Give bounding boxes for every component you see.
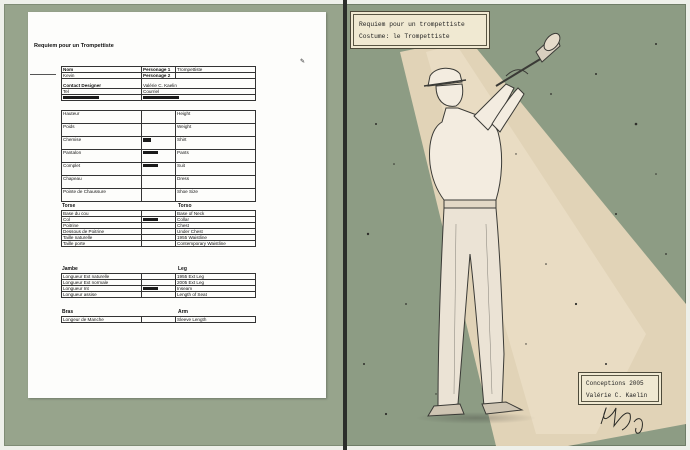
table-row <box>62 189 256 202</box>
table-cell <box>142 95 256 101</box>
sheet-title: Requiem pour un Trompettiste <box>34 43 114 49</box>
table-cell: Collar <box>176 217 256 223</box>
table-cell: Kevin <box>62 73 142 79</box>
table-cell: Valérie C. Kaelin <box>142 79 256 89</box>
table-cell <box>142 317 176 323</box>
table-cell: Dress <box>176 176 256 189</box>
table-row <box>62 176 256 189</box>
table-cell: Shoe Size <box>176 189 256 202</box>
table-cell: Longueur assise <box>62 292 142 298</box>
table-cell: Personage 2 <box>142 73 176 79</box>
edge-mark <box>30 74 56 75</box>
redacted-value <box>143 218 158 221</box>
table-cell: Taille naturelle <box>62 235 142 241</box>
table-cell: Pantalon <box>62 150 142 163</box>
table-cell: 2005 Ext Leg <box>176 280 256 286</box>
table-cell: Tel <box>62 89 142 95</box>
table-cell: Courriel <box>142 89 256 95</box>
table-cell <box>142 111 176 124</box>
table-cell: Shirt <box>176 137 256 150</box>
redacted-email <box>143 96 179 99</box>
table-cell: Height <box>176 111 256 124</box>
costume-subtitle: Costume: le Trompettiste <box>359 33 450 40</box>
table-cell <box>142 189 176 202</box>
title-card <box>350 11 490 49</box>
table-row <box>62 111 256 124</box>
table-cell <box>142 163 176 176</box>
table-cell: Length of Seat <box>176 292 256 298</box>
table-row <box>62 137 256 150</box>
table-cell: 1955 Ext Leg <box>176 274 256 280</box>
table-cell: Weight <box>176 124 256 137</box>
floor-shadow <box>416 412 536 424</box>
table-cell: Personage 1 <box>142 67 176 73</box>
table-cell: Poitrine <box>62 223 142 229</box>
table-cell: Inseam <box>176 286 256 292</box>
redacted-value <box>143 151 158 154</box>
table-cell <box>142 124 176 137</box>
table-cell: Trompettiste <box>176 67 256 73</box>
arm-header-en: Arm <box>178 309 189 315</box>
table-cell: Base du cou <box>62 211 142 217</box>
table-cell: Longeur de Manche <box>62 317 142 323</box>
table-row <box>62 163 256 176</box>
costume-title: Requiem pour un trompettiste <box>359 21 465 28</box>
table-cell: Base of Neck <box>176 211 256 217</box>
table-cell: Nom <box>62 67 142 73</box>
torso-table <box>61 210 256 247</box>
table-cell: Longueur Ext naturelle <box>62 274 142 280</box>
table-cell <box>142 176 176 189</box>
table-cell: Poids <box>62 124 142 137</box>
credit-designer: Valérie C. Kaelin <box>586 392 648 399</box>
table-cell <box>142 150 176 163</box>
table-cell: Taille porte <box>62 241 142 247</box>
table-cell <box>62 95 142 101</box>
redacted-value <box>143 164 158 167</box>
table-cell: Pointe de Chaussure <box>62 189 142 202</box>
table-cell: 1955 Waistline <box>176 235 256 241</box>
table-cell: Complet <box>62 163 142 176</box>
table-row <box>62 241 256 247</box>
table-cell: Hauteur <box>62 111 142 124</box>
torso-header-en: Torso <box>178 203 192 209</box>
table-row <box>62 292 256 298</box>
identity-table <box>61 66 256 101</box>
credit-year: Conceptions 2005 <box>586 380 644 387</box>
table-cell: Under Chest <box>176 229 256 235</box>
table-cell: Sleeve Length <box>176 317 256 323</box>
table-cell: Chest <box>176 223 256 229</box>
redacted-value <box>143 138 151 142</box>
redacted-phone <box>63 96 99 99</box>
table-cell <box>142 292 176 298</box>
table-cell: Chapeau <box>62 176 142 189</box>
redacted-value <box>143 287 158 290</box>
torso-header-fr: Torse <box>62 203 76 209</box>
table-row <box>62 79 256 89</box>
leg-header-fr: Jambe <box>62 266 78 272</box>
table-cell: Longueur Ext normale <box>62 280 142 286</box>
leg-table <box>61 273 256 298</box>
arm-header-fr: Bras <box>62 309 74 315</box>
table-cell <box>142 137 176 150</box>
arm-table <box>61 316 256 323</box>
table-cell: Pants <box>176 150 256 163</box>
table-row <box>62 317 256 323</box>
table-row <box>62 150 256 163</box>
pen-mark: ✎ <box>300 59 306 65</box>
table-cell: Contemporary Waistline <box>176 241 256 247</box>
table-row <box>62 95 256 101</box>
table-cell: Col <box>62 217 142 223</box>
table-cell: Longueur Int <box>62 286 142 292</box>
table-cell: Suit <box>176 163 256 176</box>
leg-header-en: Leg <box>178 266 187 272</box>
credit-card <box>578 372 662 405</box>
table-row <box>62 124 256 137</box>
table-cell: Dessous de Poitrine <box>62 229 142 235</box>
table-cell <box>142 241 176 247</box>
table-cell: Contact Designer <box>62 79 142 89</box>
measures-table <box>61 110 256 202</box>
table-cell: Chemise <box>62 137 142 150</box>
